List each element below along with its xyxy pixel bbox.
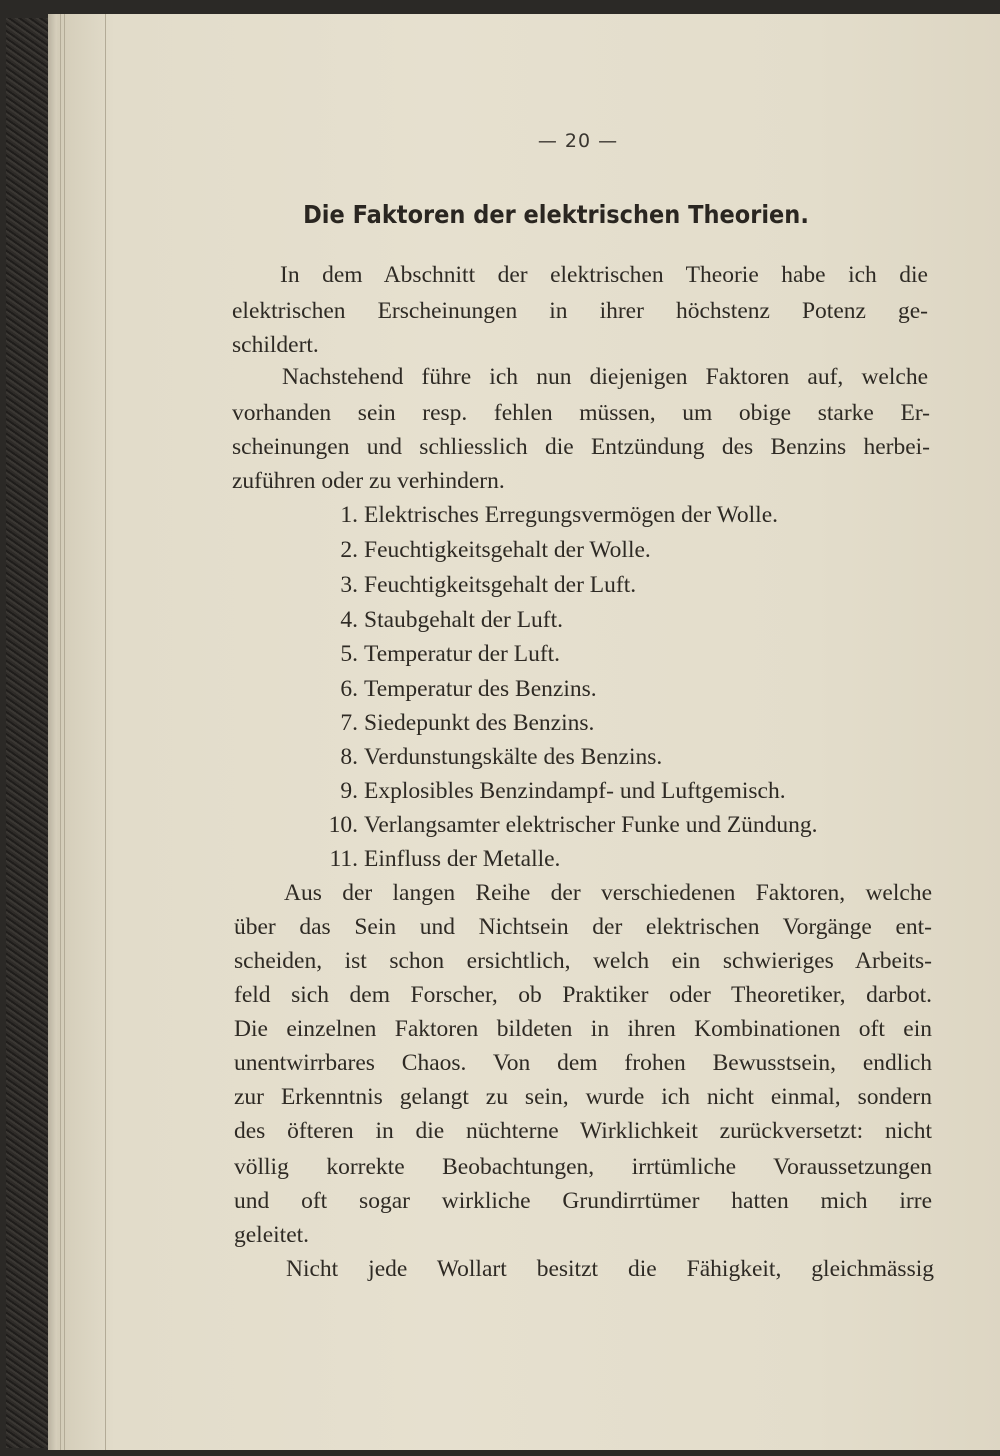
factor-text: Feuchtigkeitsgehalt der Luft. — [364, 572, 637, 598]
factor-text: Staubgehalt der Luft. — [364, 607, 564, 633]
factor-number: 9. — [340, 778, 358, 804]
text-line: und oft sogar wirkliche Grundirrtümer hatten mich irre — [234, 1188, 932, 1214]
factor-number: 5. — [340, 641, 358, 667]
text-line: völlig korrekte Beobachtungen, irrtümliche Voraussetzungen — [234, 1154, 932, 1180]
text-line: In dem Abschnitt der elektrischen Theorie habe ich die — [280, 262, 928, 288]
text-line: schildert. — [232, 332, 319, 358]
text-line: unentwirrbares Chaos. Von dem frohen Bewusstsein, endlich — [234, 1050, 932, 1076]
text-line: Nachstehend führe ich nun diejenigen Faktoren auf, welche — [282, 364, 928, 390]
section-title: Die Faktoren der elektrischen Theorien. — [303, 200, 809, 229]
book-binding — [6, 18, 50, 1448]
text-line: Nicht jede Wollart besitzt die Fähigkeit, gleichmässig — [286, 1256, 934, 1282]
factor-text: Temperatur der Luft. — [364, 641, 561, 667]
text-line: vorhanden sein resp. fehlen müssen, um obige starke Er- — [232, 400, 930, 426]
factor-number: 3. — [340, 572, 358, 598]
text-line: zur Erkenntnis gelangt zu sein, wurde ich nicht einmal, sondern — [234, 1084, 932, 1110]
page-number: — 20 — — [537, 130, 619, 152]
factor-number: 7. — [340, 710, 358, 736]
factor-number: 2. — [340, 537, 358, 563]
factor-number: 6. — [340, 676, 358, 702]
factor-number: 1. — [340, 502, 358, 528]
factor-text: Feuchtigkeitsgehalt der Wolle. — [364, 537, 651, 563]
page-text — [58, 14, 1000, 1450]
text-line: des öfteren in die nüchterne Wirklichkeit zurückversetzt: nicht — [234, 1118, 932, 1144]
factor-text: Siedepunkt des Benzins. — [364, 710, 595, 736]
factor-text: Einfluss der Metalle. — [364, 846, 561, 872]
text-line: feld sich dem Forscher, ob Praktiker oder Theoretiker, darbot. — [234, 982, 932, 1008]
factor-number: 4. — [340, 607, 358, 633]
text-line: scheiden, ist schon ersichtlich, welch ein schwieriges Arbeits- — [234, 948, 932, 974]
text-line: Die einzelnen Faktoren bildeten in ihren Kombinationen oft ein — [234, 1016, 932, 1042]
factor-text: Temperatur des Benzins. — [364, 676, 597, 702]
text-line: scheinungen und schliesslich die Entzündung des Benzins herbei- — [232, 434, 930, 460]
factor-text: Elektrisches Erregungsvermögen der Wolle. — [364, 502, 779, 528]
factor-text: Verlangsamter elektrischer Funke und Zündung. — [364, 812, 818, 838]
factor-number: 8. — [340, 744, 358, 770]
factor-text: Verdunstungskälte des Benzins. — [364, 744, 663, 770]
factor-text: Explosibles Benzindampf- und Luftgemisch. — [364, 778, 786, 804]
page — [58, 14, 1000, 1450]
text-line: zuführen oder zu verhindern. — [232, 468, 505, 494]
factor-number: 10. — [328, 812, 358, 838]
text-line: Aus der langen Reihe der verschiedenen Faktoren, welche — [284, 880, 932, 906]
text-line: geleitet. — [234, 1222, 310, 1248]
text-line: über das Sein und Nichtsein der elektrischen Vorgänge ent- — [234, 914, 932, 940]
factor-number: 11. — [329, 846, 358, 872]
text-line: elektrischen Erscheinungen in ihrer höchstenz Potenz ge- — [232, 298, 928, 324]
